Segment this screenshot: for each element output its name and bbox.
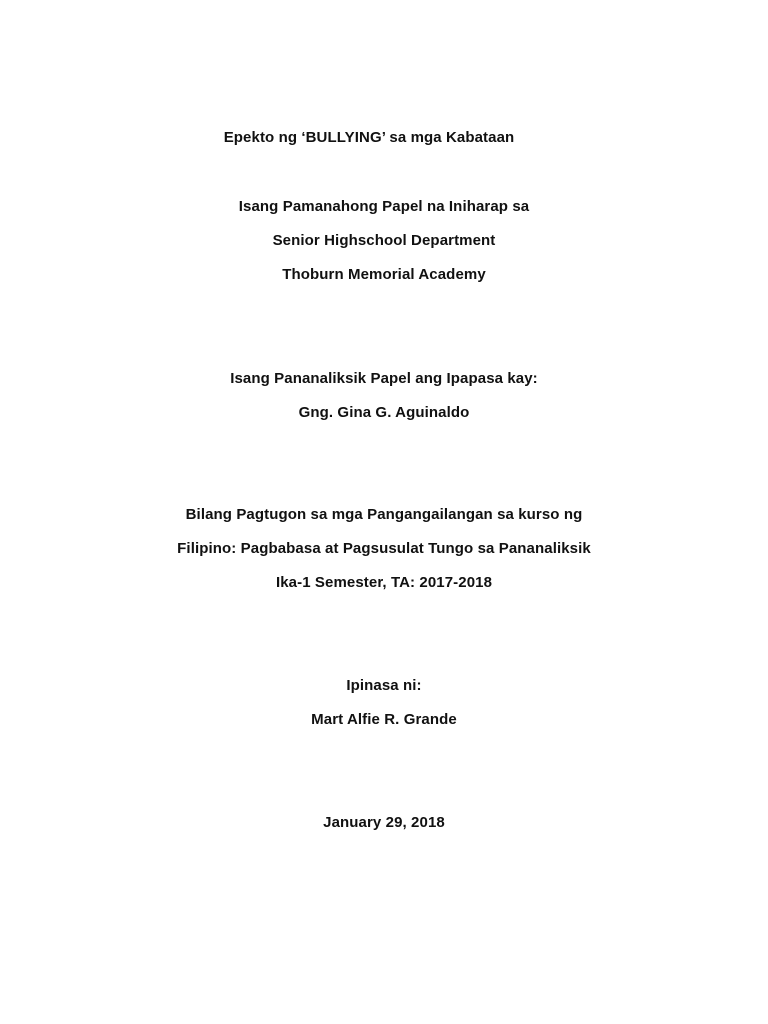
course-name: Filipino: Pagbabasa at Pagsusulat Tungo sa Pananaliksik	[177, 540, 591, 557]
author-name: Mart Alfie R. Grande	[311, 711, 457, 728]
teacher-name: Gng. Gina G. Aguinaldo	[298, 404, 470, 421]
requirement-line-1: Bilang Pagtugon sa mga Pangangailangan sa kurso ng	[185, 506, 583, 523]
presentation-school: Thoburn Memorial Academy	[282, 266, 486, 283]
submission-date: January 29, 2018	[323, 814, 445, 831]
presentation-department: Senior Highschool Department	[272, 232, 496, 249]
submission-to-label: Isang Pananaliksik Papel ang Ipapasa kay:	[230, 370, 538, 387]
presentation-line-1: Isang Pamanahong Papel na Iniharap sa	[238, 198, 530, 215]
submitted-by-label: Ipinasa ni:	[346, 677, 422, 694]
document-title: Epekto ng ‘BULLYING’ sa mga Kabataan	[223, 129, 515, 146]
semester-year: Ika-1 Semester, TA: 2017-2018	[275, 574, 493, 591]
